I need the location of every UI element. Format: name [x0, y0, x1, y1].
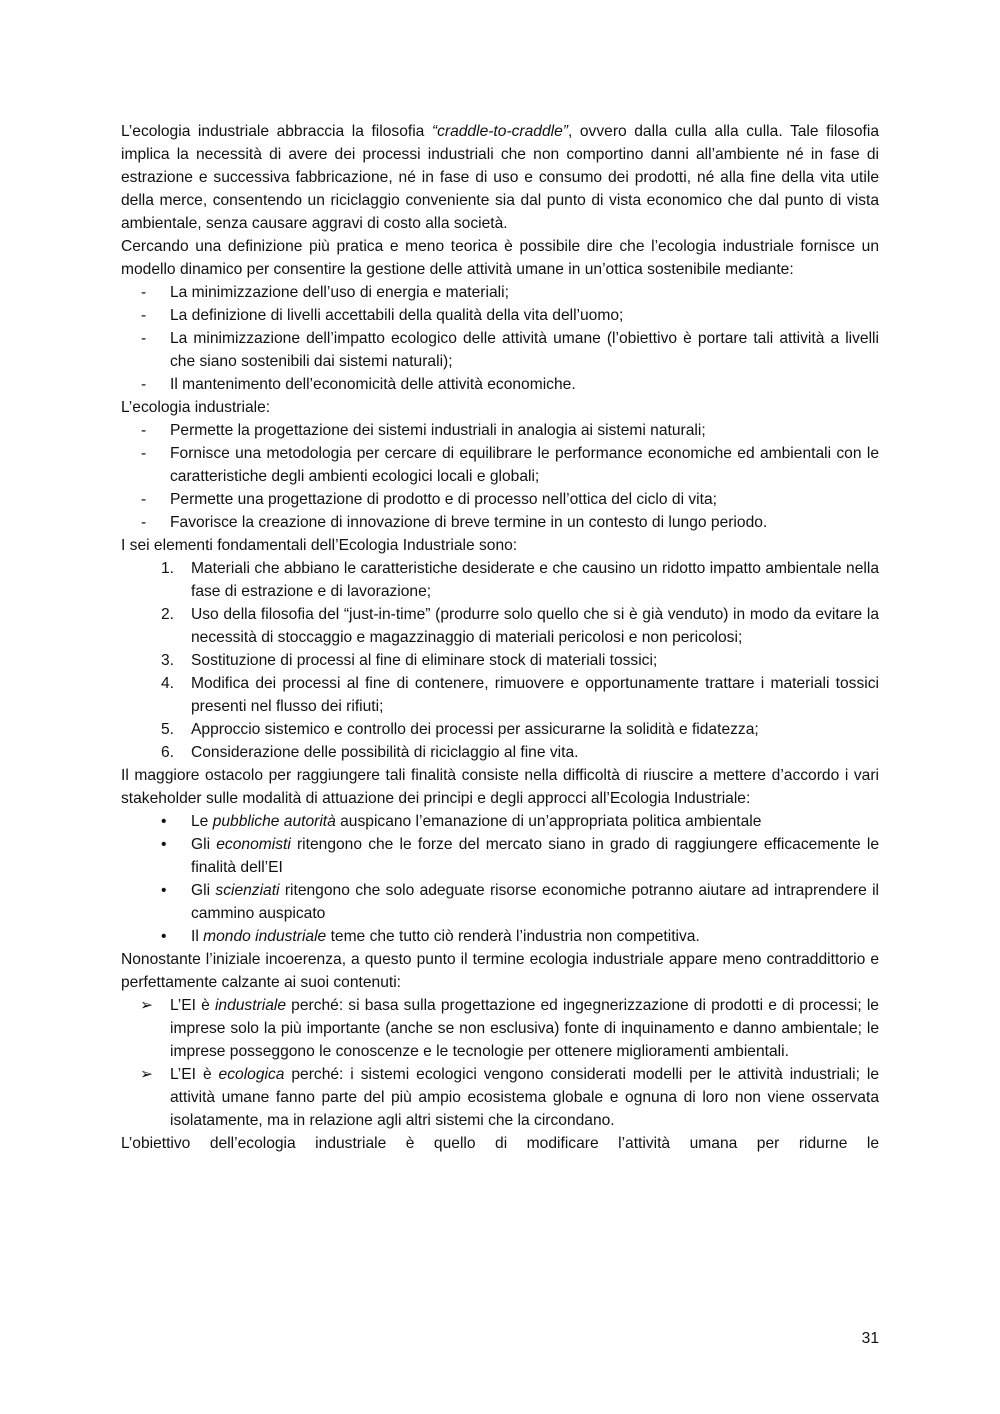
- list-item: [121, 833, 879, 879]
- list-item: [121, 879, 879, 925]
- dash-marker: -: [141, 307, 147, 324]
- page-number: 31: [861, 1330, 879, 1347]
- list-stakeholders: [121, 810, 879, 948]
- list-item-text: La definizione di livelli accettabili della qualità della vita dell’uomo;: [170, 307, 624, 324]
- list-item-text: Modifica dei processi al fine di contenere, rimuovere e opportunamente trattare i materiali tossici presenti nel flusso dei rifiuti;: [191, 675, 879, 715]
- paragraph-objective: L’obiettivo dell’ecologia industriale è quello di modificare l’attività umana per ridurne le: [121, 1135, 879, 1152]
- list-ecologia-features: [121, 419, 879, 534]
- list-item-text: Favorisce la creazione di innovazione di breve termine in un contesto di lungo periodo.: [170, 514, 768, 531]
- number-marker: 3.: [161, 652, 175, 669]
- dash-marker: -: [141, 422, 147, 439]
- emphasis-text: economisti: [216, 836, 291, 853]
- paragraph-definition: Cercando una definizione più pratica e meno teorica è possibile dire che l’ecologia industriale fornisce un modello dinamico per consentire la gestione delle attività umane in un’ottica sostenibile mediante:: [121, 238, 879, 278]
- list-item-text: La minimizzazione dell’impatto ecologico delle attività umane (l’obiettivo è portare tali attività a livelli che siano sostenibili dai sistemi naturali);: [170, 330, 879, 370]
- list-item-text: Uso della filosofia del “just-in-time” (produrre solo quello che si è già venduto) in modo da evitare la necessità di stoccaggio e magazzinaggio di materiali pericolosi e non pericolosi;: [191, 606, 879, 646]
- list-item: [121, 925, 879, 948]
- list-item: [121, 649, 879, 672]
- list-six-elements: [121, 557, 879, 764]
- dash-marker: -: [141, 491, 147, 508]
- list-item: [121, 718, 879, 741]
- list-item-text: Sostituzione di processi al fine di eliminare stock di materiali tossici;: [191, 652, 658, 669]
- text-run: L’EI è: [170, 1066, 219, 1083]
- paragraph-six-elements: I sei elementi fondamentali dell’Ecologia Industriale sono:: [121, 537, 518, 554]
- list-item: [121, 557, 879, 603]
- dash-marker: -: [141, 376, 147, 393]
- list-item: [121, 511, 879, 534]
- dash-marker: -: [141, 330, 147, 347]
- text-run: auspicano l’emanazione di un’appropriata politica ambientale: [335, 813, 762, 830]
- emphasis-text: mondo industriale: [203, 928, 327, 945]
- dash-marker: -: [141, 514, 147, 531]
- text-run: perché: i sistemi ecologici vengono considerati modelli per le attività industriali; le attività umane fanno parte del più ampio ecosistema globale e ognuna di loro non viene osservata isolatamente, ma in relazione agli altri sistemi che la circondano.: [170, 1066, 879, 1129]
- list-item-text: La minimizzazione dell’uso di energia e materiali;: [170, 284, 509, 301]
- list-item: [121, 281, 879, 304]
- paragraph-coherence: Nonostante l’iniziale incoerenza, a questo punto il termine ecologia industriale appare meno contraddittorio e perfettamente calzante ai suoi contenuti:: [121, 951, 879, 991]
- text-run: L’EI è: [170, 997, 215, 1014]
- bullet-marker: •: [161, 928, 167, 945]
- number-marker: 4.: [161, 675, 175, 692]
- dash-marker: -: [141, 445, 147, 462]
- text-run: Il: [191, 928, 204, 945]
- list-item: [121, 442, 879, 488]
- text-run: teme che tutto ciò renderà l’industria non competitiva.: [326, 928, 700, 945]
- list-ei-meaning: [121, 994, 879, 1132]
- text-run: Gli: [191, 836, 217, 853]
- number-marker: 1.: [161, 560, 175, 577]
- emphasis-text: scienziati: [215, 882, 280, 899]
- text-run: , ovvero dalla culla alla culla. Tale filosofia implica la necessità di avere dei processi industriali che non comportino danni all’ambiente né in fase di estrazione e successiva fabbricazione, né in fase di uso e consumo dei prodotti, né alla fine della vita utile della merce, consentendo un riciclaggio conveniente sia dal punto di vista economico che dal punto di vista ambientale, senza causare aggravi di costo alla società.: [121, 123, 879, 232]
- dash-marker: -: [141, 284, 147, 301]
- list-item-text: Approccio sistemico e controllo dei processi per assicurarne la solidità e fidatezza;: [191, 721, 759, 738]
- bullet-marker: •: [161, 836, 167, 853]
- list-item-text: Permette una progettazione di prodotto e di processo nell’ottica del ciclo di vita;: [170, 491, 717, 508]
- text-run: Gli: [191, 882, 216, 899]
- list-item: [121, 810, 879, 833]
- number-marker: 5.: [161, 721, 175, 738]
- bullet-marker: •: [161, 882, 167, 899]
- list-item: [121, 603, 879, 649]
- emphasis-text: ecologica: [218, 1066, 285, 1083]
- list-item: [121, 741, 879, 764]
- emphasis-text: pubbliche autorità: [212, 813, 336, 830]
- text-run: L’ecologia industriale abbraccia la filosofia: [121, 123, 432, 140]
- list-item-text: Materiali che abbiano le caratteristiche desiderate e che causino un ridotto impatto ambientale nella fase di estrazione e di lavorazione;: [191, 560, 879, 600]
- list-item-text: Permette la progettazione dei sistemi industriali in analogia ai sistemi naturali;: [170, 422, 706, 439]
- list-item: [121, 327, 879, 373]
- text-run: Le: [191, 813, 213, 830]
- arrow-bullet-icon: ➢: [140, 997, 154, 1014]
- paragraph-obstacle: Il maggiore ostacolo per raggiungere tali finalità consiste nella difficoltà di riuscire a mettere d’accordo i vari stakeholder sulle modalità di attuazione dei principi e degli approcci all’Ecologia Industriale:: [121, 767, 879, 807]
- paragraph-cradle-to-cradle: [121, 120, 879, 235]
- text-run: ritengono che solo adeguate risorse economiche potranno aiutare ad intraprendere il cammino auspicato: [191, 882, 879, 922]
- list-item: [121, 1063, 879, 1132]
- number-marker: 2.: [161, 606, 175, 623]
- emphasis-text: “craddle-to-craddle”: [431, 123, 568, 140]
- list-item: [121, 994, 879, 1063]
- page-body: [121, 120, 879, 1155]
- paragraph-ecologia-intro: L’ecologia industriale:: [121, 399, 271, 416]
- list-item-text: Fornisce una metodologia per cercare di equilibrare le performance economiche ed ambientali con le caratteristiche degli ambienti ecologici locali e globali;: [170, 445, 879, 485]
- number-marker: 6.: [161, 744, 175, 761]
- arrow-bullet-icon: ➢: [140, 1066, 154, 1083]
- emphasis-text: industriale: [214, 997, 287, 1014]
- text-run: perché: si basa sulla progettazione ed ingegnerizzazione di prodotti e di processi; le imprese solo la più importante (anche se non esclusiva) fonte di inquinamento e danno ambientale; le imprese posseggono le conoscenze e le tecnologie per ottenere miglioramenti ambientali.: [170, 997, 879, 1060]
- list-item: [121, 419, 879, 442]
- list-item-text: Il mantenimento dell’economicità delle attività economiche.: [170, 376, 576, 393]
- list-item: [121, 488, 879, 511]
- text-run: ritengono che le forze del mercato siano in grado di raggiungere efficacemente le finalità dell’EI: [191, 836, 879, 876]
- bullet-marker: •: [161, 813, 167, 830]
- list-item: [121, 304, 879, 327]
- list-item: [121, 672, 879, 718]
- list-sustainability-means: [121, 281, 879, 396]
- list-item-text: Considerazione delle possibilità di riciclaggio al fine vita.: [191, 744, 579, 761]
- list-item: [121, 373, 879, 396]
